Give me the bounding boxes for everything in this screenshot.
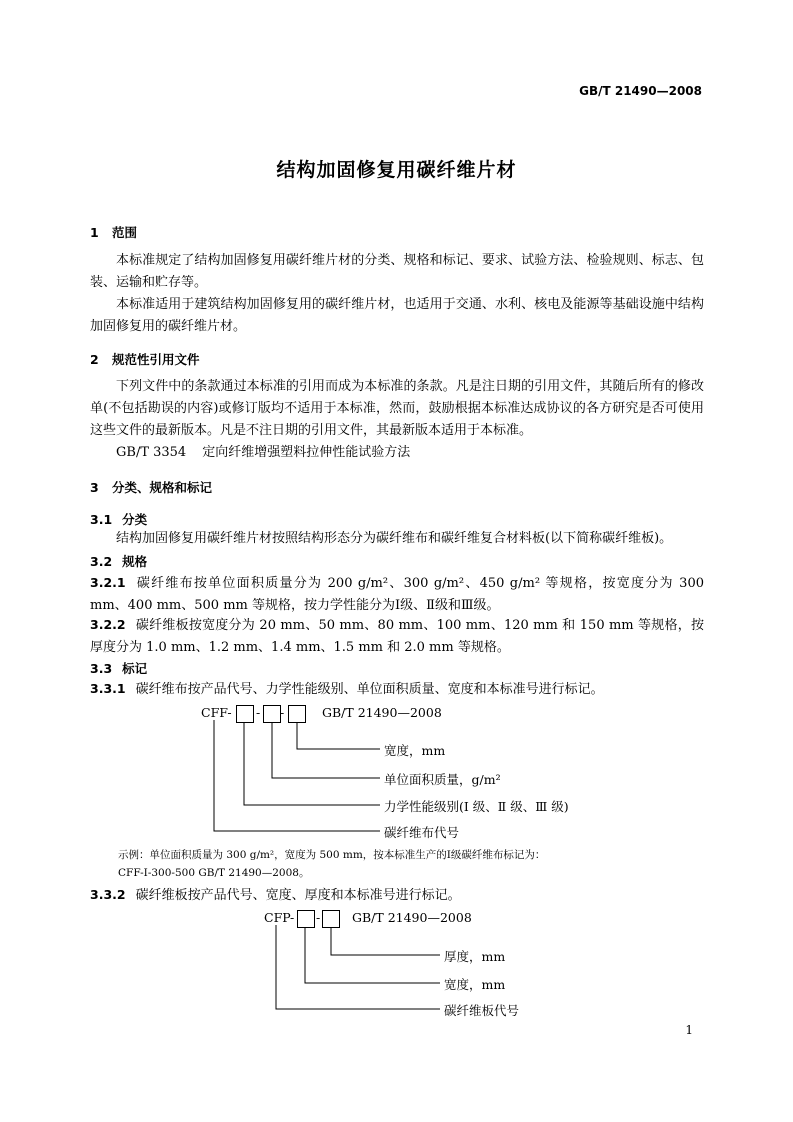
section-title: 分类、规格和标记 [112,480,213,495]
subsection-title: 分类 [122,512,148,527]
cloth-leader-code [214,720,380,831]
cloth-standard-number: GB/T 21490—2008 [322,705,442,720]
plate-label-code: 碳纤维板代号 [444,1003,520,1018]
plate-leader-code [276,925,440,1009]
clause-text: 碳纤维板按产品代号、宽度、厚度和本标准号进行标记。 [135,888,461,903]
clause-3-3-2 [90,884,704,907]
reference-title: 定向纤维增强塑料拉伸性能试验方法 [202,445,411,460]
subsection-number: 3.1 [90,512,113,527]
clause-number: 3.2.1 [90,575,126,590]
clause-number: 3.3.2 [90,887,126,902]
subsection-number: 3.2 [90,554,113,569]
clause-text: 碳纤维板按宽度分为 20 mm、50 mm、80 mm、100 mm、120 mm 和 150 mm 等规格，按厚度分为 1.0 mm、1.2 mm、1.4 mm、1.5 mm 和 2.0 mm 等规格。 [90,618,704,655]
section-2-paragraph: 下列文件中的条款通过本标准的引用而成为本标准的条款。凡是注日期的引用文件，其随后所有的修改单(不包括勘误的内容)或修订版均不适用于本标准，然而，鼓励根据本标准达成协议的各方研究是否可使用这些文件的最新版本。凡是不注日期的引用文件，其最新版本适用于本标准。 [90,379,704,438]
cloth-label-grade: 力学性能级别(Ⅰ 级、Ⅱ 级、Ⅲ 级) [384,799,569,814]
subsection-3-3-heading [90,659,147,677]
plate-label-width: 宽度，mm [444,977,506,992]
cloth-label-mass: 单位面积质量，g/m² [384,772,501,787]
clause-text: 碳纤维布按产品代号、力学性能级别、单位面积质量、宽度和本标准号进行标记。 [135,682,604,697]
plate-standard-number: GB/T 21490—2008 [352,910,472,925]
cloth-mass-box [264,706,281,723]
cloth-code-prefix: CFF- [201,705,232,720]
subsection-title: 标记 [122,661,148,676]
cloth-leader-grade [244,723,380,805]
subsection-3-2-heading [90,552,147,570]
plate-leader-thickness [331,928,440,955]
subsection-3-1-paragraph: 结构加固修复用碳纤维片材按照结构形态分为碳纤维布和碳纤维复合材料板(以下简称碳纤维板)。 [116,531,673,546]
subsection-3-1-heading [90,510,147,528]
page-number: 1 [685,1023,693,1037]
normative-reference [90,442,704,464]
cloth-dash-2: - [280,705,285,720]
section-number: 3 [90,480,99,495]
subsection-title: 规格 [122,554,148,569]
cloth-label-code: 碳纤维布代号 [384,825,460,840]
section-title: 范围 [112,225,138,240]
section-1-heading [90,223,137,241]
cloth-leader-width [297,723,380,749]
section-1-paragraph-1: 本标准规定了结构加固修复用碳纤维片材的分类、规格和标记、要求、试验方法、检验规则、标志、包装、运输和贮存等。 [90,253,704,290]
cloth-width-box [289,706,306,723]
cloth-label-width: 宽度，mm [384,743,446,758]
clause-3-2-2 [90,614,704,659]
plate-thickness-box [323,911,340,928]
section-number: 1 [90,225,99,240]
clause-number: 3.2.2 [90,617,126,632]
plate-dash: - [316,910,321,925]
clause-text: 碳纤维布按单位面积质量分为 200 g/m²、300 g/m²、450 g/m² 等规格，按宽度分为 300 mm、400 mm、500 mm 等规格，按力学性能分为Ⅰ级、Ⅱ级和Ⅲ级。 [90,576,704,613]
section-2-heading [90,350,200,368]
example-line-1: 示例：单位面积质量为 300 g/m²，宽度为 500 mm，按本标准生产的Ⅰ级碳纤维布标记为： [118,849,546,861]
reference-code: GB/T 3354 [116,445,187,460]
plate-leader-width [305,928,440,983]
plate-code-prefix: CFP- [264,910,295,925]
plate-label-thickness: 厚度，mm [444,949,506,964]
cloth-leader-mass [272,723,380,778]
section-number: 2 [90,352,99,367]
cloth-grade-box [237,706,254,723]
subsection-number: 3.3 [90,661,113,676]
section-title: 规范性引用文件 [112,352,200,367]
clause-3-3-1 [90,678,704,701]
document-title: 结构加固修复用碳纤维片材 [276,159,517,181]
section-3-heading [90,478,212,496]
section-1-paragraph-2: 本标准适用于建筑结构加固修复用的碳纤维片材，也适用于交通、水利、核电及能源等基础设施中结构加固修复用的碳纤维片材。 [90,297,704,334]
plate-width-box [298,911,315,928]
example-line-2: CFF-Ⅰ-300-500 GB/T 21490—2008。 [118,867,310,879]
standard-number: GB/T 21490—2008 [579,84,702,98]
clause-number: 3.3.1 [90,681,126,696]
clause-3-2-1 [90,572,704,617]
cloth-dash-1: - [256,705,261,720]
